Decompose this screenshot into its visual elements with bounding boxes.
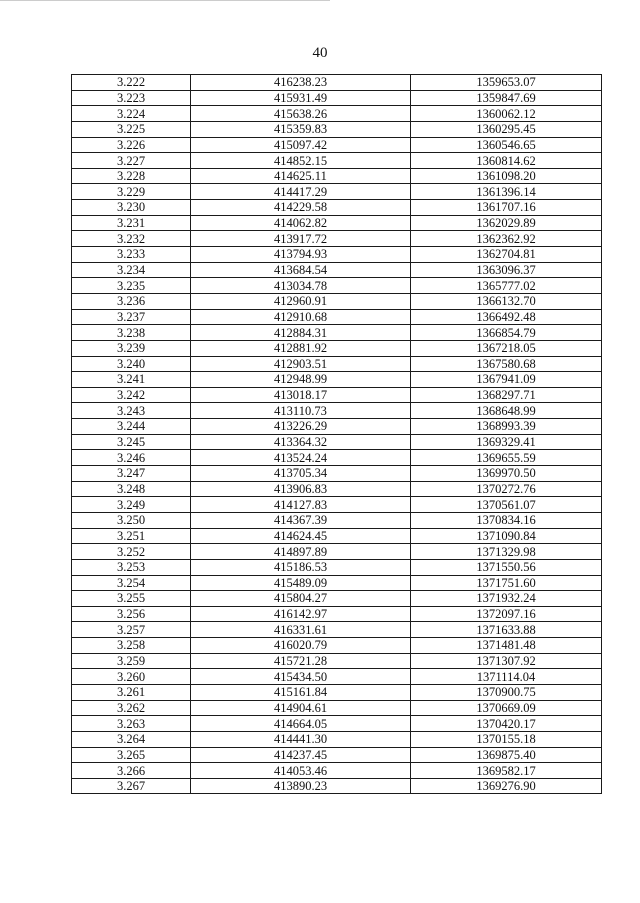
table-row <box>72 763 602 779</box>
y-coordinate-cell: 1371481.48 <box>411 638 602 654</box>
x-coordinate-cell: 416142.97 <box>191 606 411 622</box>
point-number-cell: 3.249 <box>72 497 191 513</box>
y-coordinate-cell: 1371633.88 <box>411 622 602 638</box>
table-row <box>72 168 602 184</box>
table-row <box>72 606 602 622</box>
y-coordinate-cell: 1359847.69 <box>411 90 602 106</box>
x-coordinate-cell: 414904.61 <box>191 700 411 716</box>
point-number-cell: 3.250 <box>72 512 191 528</box>
x-coordinate-cell: 415161.84 <box>191 684 411 700</box>
table-row <box>72 747 602 763</box>
x-coordinate-cell: 413034.78 <box>191 278 411 294</box>
x-coordinate-cell: 415434.50 <box>191 669 411 685</box>
table-row <box>72 90 602 106</box>
point-number-cell: 3.253 <box>72 559 191 575</box>
x-coordinate-cell: 414062.82 <box>191 215 411 231</box>
table-row <box>72 731 602 747</box>
point-number-cell: 3.226 <box>72 137 191 153</box>
point-number-cell: 3.223 <box>72 90 191 106</box>
y-coordinate-cell: 1369655.59 <box>411 450 602 466</box>
x-coordinate-cell: 413906.83 <box>191 481 411 497</box>
point-number-cell: 3.260 <box>72 669 191 685</box>
y-coordinate-cell: 1360295.45 <box>411 121 602 137</box>
y-coordinate-cell: 1370669.09 <box>411 700 602 716</box>
table-row <box>72 512 602 528</box>
table-row <box>72 622 602 638</box>
point-number-cell: 3.238 <box>72 325 191 341</box>
y-coordinate-cell: 1365777.02 <box>411 278 602 294</box>
y-coordinate-cell: 1371329.98 <box>411 544 602 560</box>
y-coordinate-cell: 1369970.50 <box>411 466 602 482</box>
x-coordinate-cell: 416331.61 <box>191 622 411 638</box>
y-coordinate-cell: 1368297.71 <box>411 387 602 403</box>
y-coordinate-cell: 1371550.56 <box>411 559 602 575</box>
x-coordinate-cell: 414229.58 <box>191 200 411 216</box>
table-row <box>72 309 602 325</box>
y-coordinate-cell: 1370561.07 <box>411 497 602 513</box>
table-row <box>72 356 602 372</box>
y-coordinate-cell: 1366492.48 <box>411 309 602 325</box>
table-row <box>72 278 602 294</box>
point-number-cell: 3.266 <box>72 763 191 779</box>
point-number-cell: 3.228 <box>72 168 191 184</box>
table-row <box>72 419 602 435</box>
table-row <box>72 450 602 466</box>
y-coordinate-cell: 1363096.37 <box>411 262 602 278</box>
x-coordinate-cell: 414053.46 <box>191 763 411 779</box>
table-row <box>72 497 602 513</box>
x-coordinate-cell: 415359.83 <box>191 121 411 137</box>
point-number-cell: 3.256 <box>72 606 191 622</box>
table-row <box>72 325 602 341</box>
point-number-cell: 3.246 <box>72 450 191 466</box>
x-coordinate-cell: 414367.39 <box>191 512 411 528</box>
y-coordinate-cell: 1361396.14 <box>411 184 602 200</box>
table-row <box>72 528 602 544</box>
page-number: 40 <box>312 45 328 61</box>
x-coordinate-cell: 415186.53 <box>191 559 411 575</box>
point-number-cell: 3.252 <box>72 544 191 560</box>
x-coordinate-cell: 412960.91 <box>191 293 411 309</box>
table-row <box>72 262 602 278</box>
table-row <box>72 778 602 794</box>
y-coordinate-cell: 1369875.40 <box>411 747 602 763</box>
table-row <box>72 387 602 403</box>
point-number-cell: 3.244 <box>72 419 191 435</box>
y-coordinate-cell: 1371114.04 <box>411 669 602 685</box>
x-coordinate-cell: 414127.83 <box>191 497 411 513</box>
table-row <box>72 575 602 591</box>
point-number-cell: 3.243 <box>72 403 191 419</box>
point-number-cell: 3.237 <box>72 309 191 325</box>
point-number-cell: 3.231 <box>72 215 191 231</box>
table-row <box>72 591 602 607</box>
x-coordinate-cell: 413794.93 <box>191 247 411 263</box>
table-row <box>72 137 602 153</box>
x-coordinate-cell: 414624.45 <box>191 528 411 544</box>
point-number-cell: 3.224 <box>72 106 191 122</box>
table-row <box>72 653 602 669</box>
point-number-cell: 3.267 <box>72 778 191 794</box>
y-coordinate-cell: 1369329.41 <box>411 434 602 450</box>
x-coordinate-cell: 414441.30 <box>191 731 411 747</box>
point-number-cell: 3.251 <box>72 528 191 544</box>
y-coordinate-cell: 1367580.68 <box>411 356 602 372</box>
x-coordinate-cell: 413110.73 <box>191 403 411 419</box>
y-coordinate-cell: 1367218.05 <box>411 340 602 356</box>
x-coordinate-cell: 415931.49 <box>191 90 411 106</box>
x-coordinate-cell: 413917.72 <box>191 231 411 247</box>
point-number-cell: 3.261 <box>72 684 191 700</box>
x-coordinate-cell: 412884.31 <box>191 325 411 341</box>
x-coordinate-cell: 414852.15 <box>191 153 411 169</box>
point-number-cell: 3.255 <box>72 591 191 607</box>
x-coordinate-cell: 412881.92 <box>191 340 411 356</box>
x-coordinate-cell: 412903.51 <box>191 356 411 372</box>
point-number-cell: 3.254 <box>72 575 191 591</box>
table-row <box>72 75 602 91</box>
table-row <box>72 340 602 356</box>
point-number-cell: 3.234 <box>72 262 191 278</box>
y-coordinate-cell: 1370834.16 <box>411 512 602 528</box>
x-coordinate-cell: 413890.23 <box>191 778 411 794</box>
x-coordinate-cell: 415097.42 <box>191 137 411 153</box>
table-row <box>72 559 602 575</box>
point-number-cell: 3.233 <box>72 247 191 263</box>
coordinates-table-body <box>72 75 602 794</box>
y-coordinate-cell: 1371090.84 <box>411 528 602 544</box>
point-number-cell: 3.242 <box>72 387 191 403</box>
table-row <box>72 215 602 231</box>
y-coordinate-cell: 1369582.17 <box>411 763 602 779</box>
x-coordinate-cell: 414664.05 <box>191 716 411 732</box>
x-coordinate-cell: 412948.99 <box>191 372 411 388</box>
y-coordinate-cell: 1366854.79 <box>411 325 602 341</box>
x-coordinate-cell: 413018.17 <box>191 387 411 403</box>
point-number-cell: 3.222 <box>72 75 191 91</box>
table-row <box>72 466 602 482</box>
table-row <box>72 669 602 685</box>
y-coordinate-cell: 1371932.24 <box>411 591 602 607</box>
x-coordinate-cell: 413684.54 <box>191 262 411 278</box>
y-coordinate-cell: 1368993.39 <box>411 419 602 435</box>
table-row <box>72 700 602 716</box>
y-coordinate-cell: 1360814.62 <box>411 153 602 169</box>
table-row <box>72 106 602 122</box>
x-coordinate-cell: 414625.11 <box>191 168 411 184</box>
table-row <box>72 716 602 732</box>
table-row <box>72 372 602 388</box>
y-coordinate-cell: 1370272.76 <box>411 481 602 497</box>
point-number-cell: 3.227 <box>72 153 191 169</box>
x-coordinate-cell: 413705.34 <box>191 466 411 482</box>
y-coordinate-cell: 1359653.07 <box>411 75 602 91</box>
y-coordinate-cell: 1370900.75 <box>411 684 602 700</box>
table-row <box>72 403 602 419</box>
y-coordinate-cell: 1362029.89 <box>411 215 602 231</box>
y-coordinate-cell: 1369276.90 <box>411 778 602 794</box>
x-coordinate-cell: 413226.29 <box>191 419 411 435</box>
point-number-cell: 3.235 <box>72 278 191 294</box>
y-coordinate-cell: 1372097.16 <box>411 606 602 622</box>
point-number-cell: 3.239 <box>72 340 191 356</box>
point-number-cell: 3.240 <box>72 356 191 372</box>
point-number-cell: 3.229 <box>72 184 191 200</box>
y-coordinate-cell: 1370420.17 <box>411 716 602 732</box>
table-row <box>72 247 602 263</box>
point-number-cell: 3.258 <box>72 638 191 654</box>
y-coordinate-cell: 1360546.65 <box>411 137 602 153</box>
point-number-cell: 3.241 <box>72 372 191 388</box>
x-coordinate-cell: 416020.79 <box>191 638 411 654</box>
point-number-cell: 3.263 <box>72 716 191 732</box>
point-number-cell: 3.232 <box>72 231 191 247</box>
point-number-cell: 3.247 <box>72 466 191 482</box>
point-number-cell: 3.265 <box>72 747 191 763</box>
x-coordinate-cell: 415804.27 <box>191 591 411 607</box>
x-coordinate-cell: 415721.28 <box>191 653 411 669</box>
point-number-cell: 3.264 <box>72 731 191 747</box>
y-coordinate-cell: 1366132.70 <box>411 293 602 309</box>
table-row <box>72 200 602 216</box>
table-row <box>72 293 602 309</box>
x-coordinate-cell: 413364.32 <box>191 434 411 450</box>
table-row <box>72 121 602 137</box>
point-number-cell: 3.245 <box>72 434 191 450</box>
table-row <box>72 184 602 200</box>
point-number-cell: 3.248 <box>72 481 191 497</box>
y-coordinate-cell: 1371307.92 <box>411 653 602 669</box>
y-coordinate-cell: 1367941.09 <box>411 372 602 388</box>
y-coordinate-cell: 1362362.92 <box>411 231 602 247</box>
x-coordinate-cell: 415489.09 <box>191 575 411 591</box>
point-number-cell: 3.236 <box>72 293 191 309</box>
x-coordinate-cell: 414417.29 <box>191 184 411 200</box>
y-coordinate-cell: 1362704.81 <box>411 247 602 263</box>
point-number-cell: 3.230 <box>72 200 191 216</box>
x-coordinate-cell: 412910.68 <box>191 309 411 325</box>
y-coordinate-cell: 1368648.99 <box>411 403 602 419</box>
y-coordinate-cell: 1371751.60 <box>411 575 602 591</box>
table-row <box>72 231 602 247</box>
table-row <box>72 544 602 560</box>
y-coordinate-cell: 1360062.12 <box>411 106 602 122</box>
point-number-cell: 3.257 <box>72 622 191 638</box>
x-coordinate-cell: 414897.89 <box>191 544 411 560</box>
table-row <box>72 684 602 700</box>
coordinates-table <box>71 74 602 794</box>
x-coordinate-cell: 413524.24 <box>191 450 411 466</box>
table-row <box>72 153 602 169</box>
y-coordinate-cell: 1361098.20 <box>411 168 602 184</box>
scan-edge-line <box>0 0 330 1</box>
y-coordinate-cell: 1370155.18 <box>411 731 602 747</box>
x-coordinate-cell: 416238.23 <box>191 75 411 91</box>
point-number-cell: 3.225 <box>72 121 191 137</box>
x-coordinate-cell: 415638.26 <box>191 106 411 122</box>
y-coordinate-cell: 1361707.16 <box>411 200 602 216</box>
table-row <box>72 434 602 450</box>
table-row <box>72 481 602 497</box>
point-number-cell: 3.262 <box>72 700 191 716</box>
table-row <box>72 638 602 654</box>
x-coordinate-cell: 414237.45 <box>191 747 411 763</box>
point-number-cell: 3.259 <box>72 653 191 669</box>
